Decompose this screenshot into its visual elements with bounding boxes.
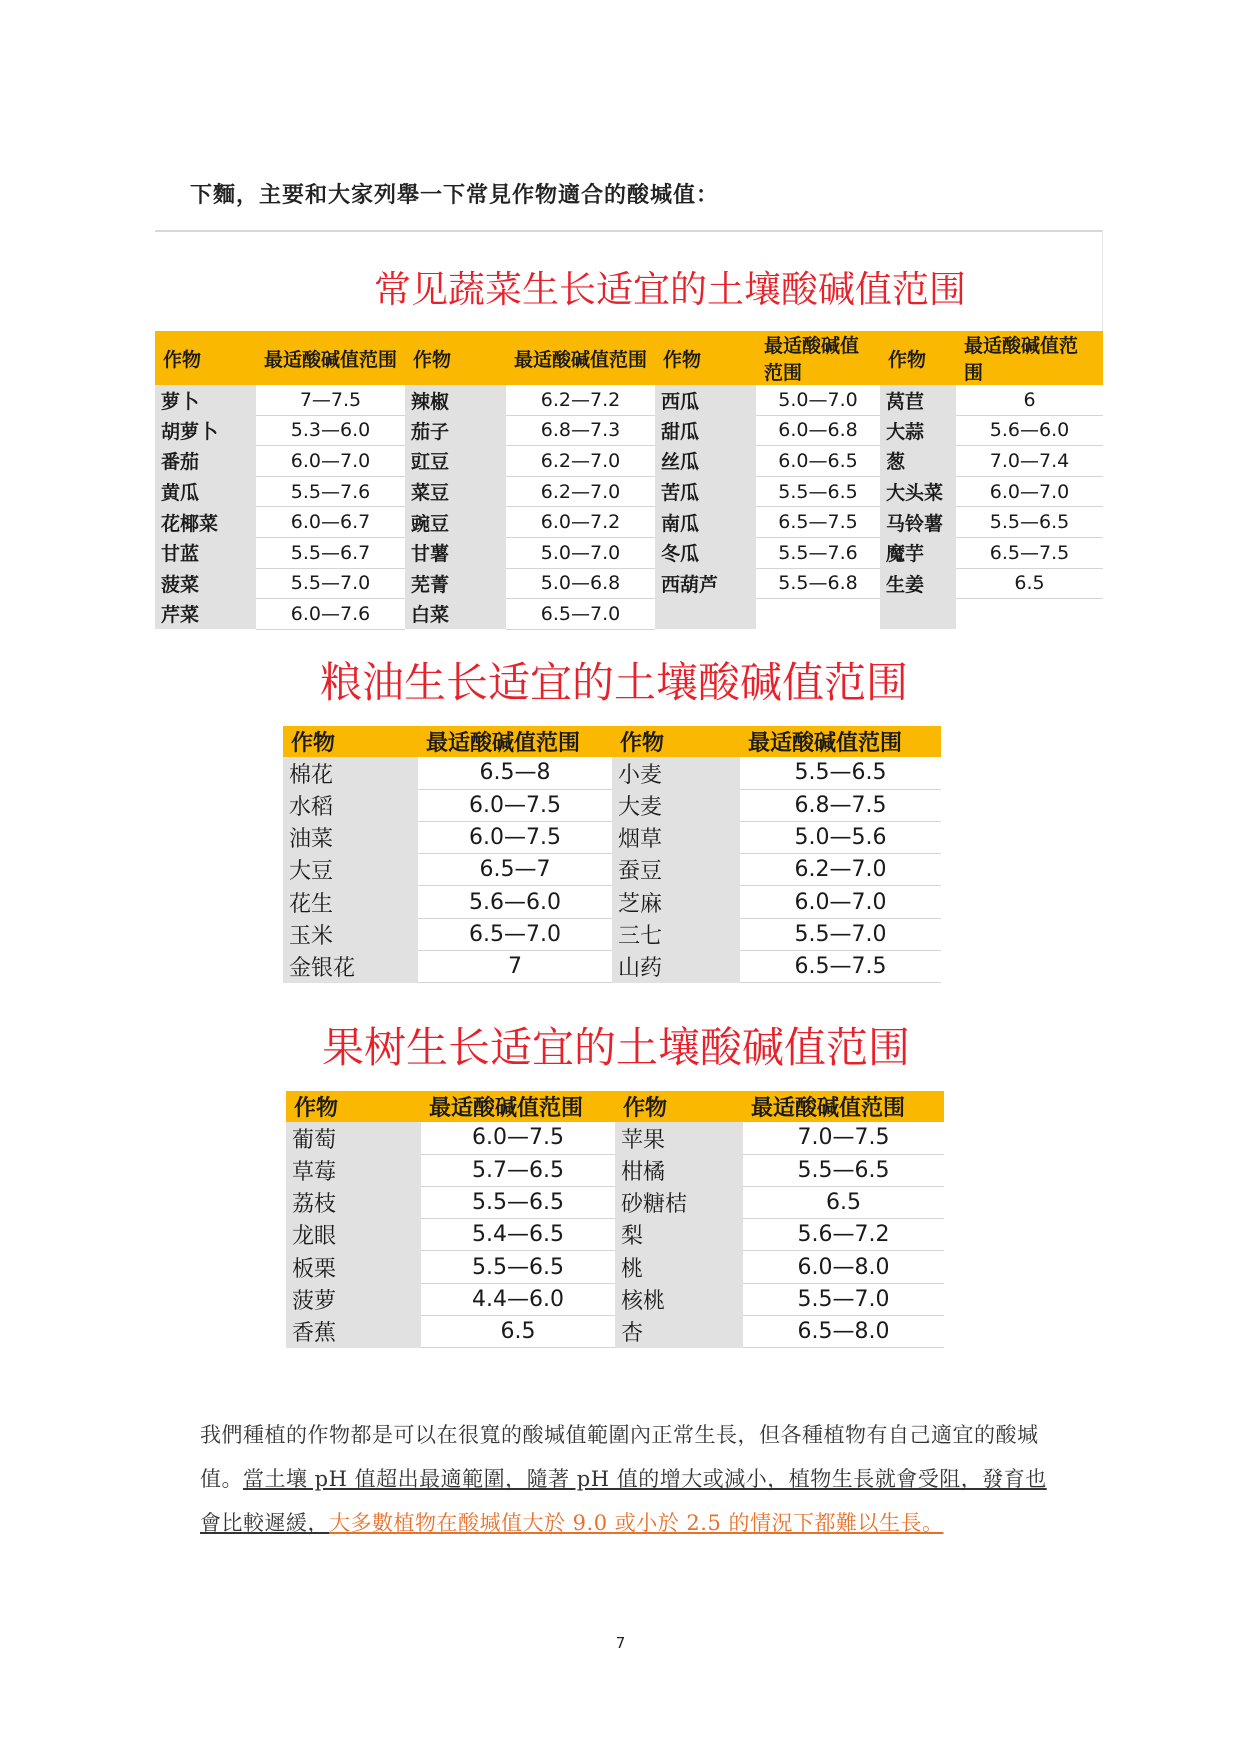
grains-header-cell: 最适酸碱值范围 (740, 726, 941, 757)
ph-range-cell: 5.5—7.0 (743, 1283, 944, 1315)
crop-name-cell: 小麦 (612, 757, 740, 789)
ph-range-cell: 6.8—7.3 (506, 415, 655, 446)
crop-name-cell: 草莓 (286, 1154, 421, 1186)
fruits-title: 果树生长适宜的土壤酸碱值范围 (322, 1023, 911, 1072)
table-row (155, 446, 1103, 477)
paragraph-highlight: 大多數植物在酸堿值大於 9.0 或小於 2.5 的情況下都難以生長。 (329, 1511, 944, 1535)
crop-name-cell: 花椰菜 (155, 507, 256, 538)
ph-range-cell: 7 (418, 951, 612, 983)
ph-range-cell: 5.0—6.8 (506, 568, 655, 599)
crop-name-cell: 甜瓜 (655, 415, 756, 446)
fruits-table (286, 1091, 944, 1348)
grains-header-row (283, 726, 941, 757)
table-row (155, 507, 1103, 538)
ph-range-cell: 6.5—7.5 (756, 507, 880, 538)
vegetables-header-cell: 最适酸碱值范围 (756, 331, 880, 385)
crop-name-cell: 杏 (615, 1316, 743, 1348)
grains-title: 粮油生长适宜的土壤酸碱值范围 (320, 658, 909, 707)
crop-name-cell: 柑橘 (615, 1154, 743, 1186)
paragraph-part2: 當土壤 pH 值超出最適範圍，隨著 pH 值的增大或減小，植物生長就會受阻，發育也會比較遲緩， (200, 1467, 1047, 1535)
table-row (283, 821, 941, 853)
grains-header-cell: 作物 (283, 726, 418, 757)
ph-range-cell: 6.0—6.5 (756, 446, 880, 477)
crop-name-cell: 豇豆 (405, 446, 506, 477)
crop-name-cell: 萝卜 (155, 385, 256, 415)
panel-top-rule (155, 230, 1103, 232)
crop-name-cell: 菠萝 (286, 1283, 421, 1315)
crop-name-cell: 南瓜 (655, 507, 756, 538)
ph-range-cell: 7.0—7.4 (956, 446, 1103, 477)
ph-range-cell: 5.5—6.7 (256, 537, 405, 568)
ph-range-cell: 6.5 (421, 1316, 615, 1348)
fruits-header-cell: 最适酸碱值范围 (743, 1091, 944, 1122)
crop-name-cell: 甘蓝 (155, 537, 256, 568)
crop-name-cell: 荔枝 (286, 1186, 421, 1218)
crop-name-cell: 金银花 (283, 951, 418, 983)
vegetables-header-cell: 作物 (405, 331, 506, 385)
ph-range-cell: 6.8—7.5 (740, 789, 941, 821)
table-row (155, 599, 1103, 630)
ph-range-cell: 6.0—7.5 (418, 789, 612, 821)
ph-range-cell: 6.0—7.5 (418, 821, 612, 853)
crop-name-cell: 花生 (283, 886, 418, 918)
crop-name-cell: 茄子 (405, 415, 506, 446)
table-row (155, 385, 1103, 415)
crop-name-cell: 莴苣 (880, 385, 956, 415)
ph-range-cell: 5.6—6.0 (956, 415, 1103, 446)
ph-range-cell: 6.5—7.0 (506, 599, 655, 630)
ph-range-cell: 5.0—7.0 (506, 537, 655, 568)
crop-name-cell: 菜豆 (405, 476, 506, 507)
grains-body (283, 757, 941, 983)
ph-range-cell: 4.4—6.0 (421, 1283, 615, 1315)
table-row (155, 537, 1103, 568)
fruits-header-cell: 作物 (615, 1091, 743, 1122)
crop-name-cell: 丝瓜 (655, 446, 756, 477)
crop-name-cell: 棉花 (283, 757, 418, 789)
ph-range-cell: 6.5 (956, 568, 1103, 599)
ph-range-cell: 5.0—5.6 (740, 821, 941, 853)
table-row (286, 1154, 944, 1186)
table-row (283, 951, 941, 983)
crop-name-cell: 油菜 (283, 821, 418, 853)
vegetables-header-cell: 最适酸碱值范围 (506, 331, 655, 385)
crop-name-cell: 大头菜 (880, 476, 956, 507)
vegetables-header-cell: 作物 (655, 331, 756, 385)
crop-name-cell: 芝麻 (612, 886, 740, 918)
ph-range-cell: 6.0—6.7 (256, 507, 405, 538)
ph-range-cell: 6.0—7.2 (506, 507, 655, 538)
crop-name-cell: 大蒜 (880, 415, 956, 446)
ph-range-cell: 5.7—6.5 (421, 1154, 615, 1186)
ph-range-cell: 6.5—8.0 (743, 1316, 944, 1348)
vegetables-header-cell: 作物 (155, 331, 256, 385)
crop-name-cell: 苦瓜 (655, 476, 756, 507)
crop-name-cell: 烟草 (612, 821, 740, 853)
crop-name-cell: 黄瓜 (155, 476, 256, 507)
ph-range-cell: 5.5—6.5 (740, 757, 941, 789)
vegetables-table (155, 331, 1103, 630)
ph-range-cell: 6.2—7.2 (506, 385, 655, 415)
crop-name-cell: 葡萄 (286, 1122, 421, 1154)
ph-range-cell: 5.3—6.0 (256, 415, 405, 446)
crop-name-cell: 水稻 (283, 789, 418, 821)
fruits-header-cell: 最适酸碱值范围 (421, 1091, 615, 1122)
vegetables-header-cell: 最适酸碱值范围 (256, 331, 405, 385)
vegetables-body (155, 385, 1103, 629)
ph-range-cell: 6.0—6.8 (756, 415, 880, 446)
ph-range-cell: 6.5—7 (418, 854, 612, 886)
crop-name-cell: 芜菁 (405, 568, 506, 599)
crop-name-cell: 蚕豆 (612, 854, 740, 886)
crop-name-cell: 三七 (612, 918, 740, 950)
intro-text: 下麵，主要和大家列舉一下常見作物適合的酸堿值： (190, 183, 720, 208)
fruits-body (286, 1122, 944, 1348)
crop-name-cell: 大豆 (283, 854, 418, 886)
crop-name-cell: 板栗 (286, 1251, 421, 1283)
ph-range-cell: 6.5—7.5 (956, 537, 1103, 568)
crop-name-cell: 核桃 (615, 1283, 743, 1315)
ph-range-cell: 5.5—6.5 (421, 1186, 615, 1218)
crop-name-cell: 玉米 (283, 918, 418, 950)
crop-name-cell: 龙眼 (286, 1219, 421, 1251)
ph-range-cell: 6.0—7.5 (421, 1122, 615, 1154)
crop-name-cell: 番茄 (155, 446, 256, 477)
ph-range-cell: 5.5—7.6 (256, 476, 405, 507)
ph-range-cell: 6.2—7.0 (740, 854, 941, 886)
ph-range-cell: 5.5—7.6 (756, 537, 880, 568)
ph-range-cell: 7.0—7.5 (743, 1122, 944, 1154)
fruits-header-row (286, 1091, 944, 1122)
vegetables-header-cell: 最适酸碱值范围 (956, 331, 1103, 385)
page-number: 7 (615, 1634, 626, 1652)
crop-name-cell: 豌豆 (405, 507, 506, 538)
crop-name-cell: 西瓜 (655, 385, 756, 415)
crop-name-cell: 西葫芦 (655, 568, 756, 599)
ph-range-cell: 6.2—7.0 (506, 446, 655, 477)
crop-name-cell: 苹果 (615, 1122, 743, 1154)
crop-name-cell: 冬瓜 (655, 537, 756, 568)
crop-name-cell: 大麦 (612, 789, 740, 821)
crop-name-cell: 山药 (612, 951, 740, 983)
crop-name-cell: 桃 (615, 1251, 743, 1283)
crop-name-cell: 菠菜 (155, 568, 256, 599)
ph-range-cell: 6.0—7.6 (256, 599, 405, 630)
table-row (286, 1316, 944, 1348)
crop-name-cell: 芹菜 (155, 599, 256, 630)
table-row (286, 1283, 944, 1315)
table-row (286, 1122, 944, 1154)
table-row (283, 789, 941, 821)
ph-range-cell: 6.0—7.0 (956, 476, 1103, 507)
paragraph-part1: 我們種植的作物都是可以在很寬的酸堿值範圍內正常生長，但各種植物有自己適宜的酸堿值。 (200, 1423, 1039, 1491)
ph-range-cell: 6.0—7.0 (740, 886, 941, 918)
ph-range-cell: 5.6—7.2 (743, 1219, 944, 1251)
ph-range-cell: 6.5 (743, 1186, 944, 1218)
ph-range-cell: 5.4—6.5 (421, 1219, 615, 1251)
crop-name-cell (880, 599, 956, 630)
crop-name-cell: 胡萝卜 (155, 415, 256, 446)
crop-name-cell: 马铃薯 (880, 507, 956, 538)
crop-name-cell: 香蕉 (286, 1316, 421, 1348)
crop-name-cell (655, 599, 756, 630)
grains-header-cell: 作物 (612, 726, 740, 757)
fruits-header-cell: 作物 (286, 1091, 421, 1122)
table-row (283, 918, 941, 950)
crop-name-cell: 辣椒 (405, 385, 506, 415)
crop-name-cell: 砂糖桔 (615, 1186, 743, 1218)
ph-range-cell: 5.5—6.5 (421, 1251, 615, 1283)
ph-range-cell: 6.5—7.5 (740, 951, 941, 983)
ph-range-cell: 5.5—6.5 (743, 1154, 944, 1186)
ph-range-cell: 6.2—7.0 (506, 476, 655, 507)
ph-range-cell: 5.5—7.0 (740, 918, 941, 950)
table-row (155, 476, 1103, 507)
table-row (283, 886, 941, 918)
grains-table (283, 726, 941, 983)
vegetables-title: 常见蔬菜生长适宜的土壤酸碱值范围 (374, 268, 966, 311)
crop-name-cell: 梨 (615, 1219, 743, 1251)
table-row (286, 1219, 944, 1251)
ph-range-cell: 5.5—6.5 (956, 507, 1103, 538)
ph-range-cell: 6.0—8.0 (743, 1251, 944, 1283)
table-row (283, 854, 941, 886)
ph-range-cell: 7—7.5 (256, 385, 405, 415)
ph-range-cell: 6.0—7.0 (256, 446, 405, 477)
crop-name-cell: 魔芋 (880, 537, 956, 568)
table-row (155, 415, 1103, 446)
ph-range-cell: 5.5—6.8 (756, 568, 880, 599)
ph-range-cell: 5.5—7.0 (256, 568, 405, 599)
ph-range-cell (956, 599, 1103, 630)
crop-name-cell: 生姜 (880, 568, 956, 599)
table-row (286, 1251, 944, 1283)
crop-name-cell: 白菜 (405, 599, 506, 630)
vegetables-header-row (155, 331, 1103, 385)
table-row (286, 1186, 944, 1218)
ph-range-cell: 6.5—8 (418, 757, 612, 789)
vegetables-header-cell: 作物 (880, 331, 956, 385)
ph-range-cell: 6.5—7.0 (418, 918, 612, 950)
crop-name-cell: 甘薯 (405, 537, 506, 568)
body-paragraph (200, 1413, 1062, 1545)
crop-name-cell: 葱 (880, 446, 956, 477)
ph-range-cell: 6 (956, 385, 1103, 415)
table-row (155, 568, 1103, 599)
ph-range-cell: 5.6—6.0 (418, 886, 612, 918)
table-row (283, 757, 941, 789)
ph-range-cell (756, 599, 880, 630)
ph-range-cell: 5.0—7.0 (756, 385, 880, 415)
grains-header-cell: 最适酸碱值范围 (418, 726, 612, 757)
ph-range-cell: 5.5—6.5 (756, 476, 880, 507)
